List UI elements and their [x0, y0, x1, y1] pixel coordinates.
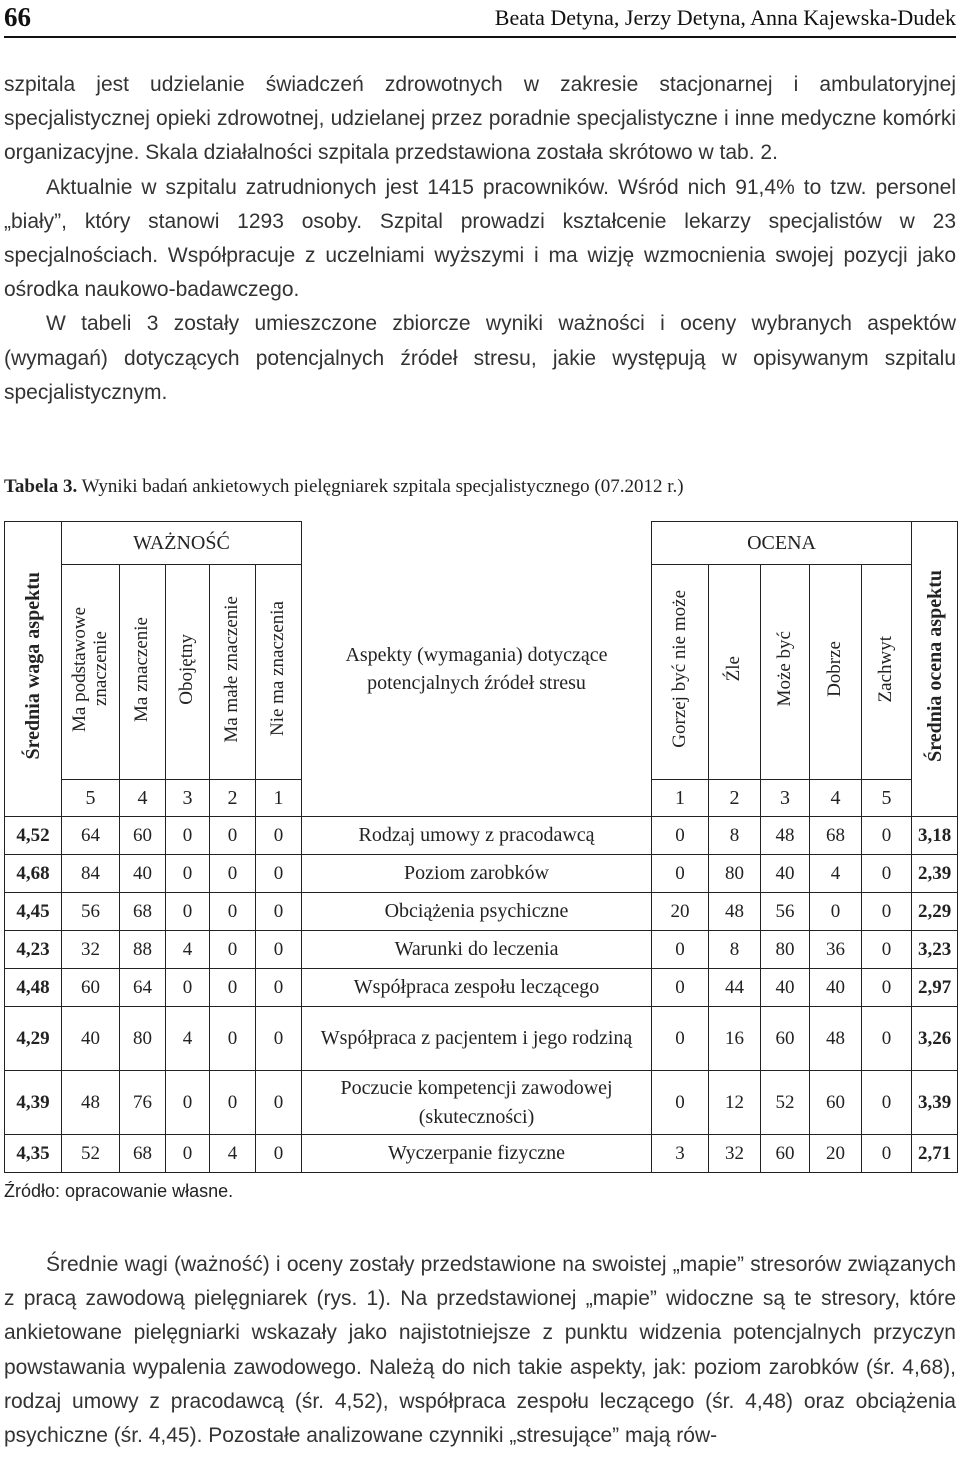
header-imp-4: Ma małe znaczenie: [210, 565, 256, 780]
rating-cell: 20: [652, 893, 709, 931]
scale-imp: 2: [210, 780, 256, 817]
scale-imp: 3: [166, 780, 210, 817]
rating-cell: 0: [652, 969, 709, 1007]
body-paragraph: Średnie wagi (ważność) i oceny zostały przedstawione na swoistej „mapie” stresorów związanych z pracą zawodową pielęgniarek (rys. 1). Na przedstawionej „mapie” widoczne są te stresory, które ankietowane pielęgniarki wskazały jako najistotniejsze z punktu widzenia potencjalnych przyczyn powstawania wypalenia zawodowego. Należą do nich takie aspekty, jak: poziom zarobków (śr. 4,68), rodzaj umowy z pracodawcą (śr. 4,52), współpraca zespołu leczącego (śr. 4,48) oraz obciążenia psychiczne (śr. 4,45). Pozostałe analizowane czynniki „stresujące” mają rów-: [4, 1253, 956, 1448]
rating-cell: 48: [810, 1007, 862, 1071]
importance-cell: 68: [120, 893, 166, 931]
mean-weight-cell: 4,29: [5, 1007, 62, 1071]
rating-cell: 52: [761, 1071, 810, 1135]
rating-cell: 40: [761, 855, 810, 893]
importance-cell: 88: [120, 931, 166, 969]
rating-cell: 0: [652, 855, 709, 893]
importance-cell: 32: [62, 931, 120, 969]
header-mean-rating: Średnia ocena aspektu: [912, 522, 958, 817]
importance-cell: 0: [210, 931, 256, 969]
rating-cell: 60: [761, 1007, 810, 1071]
rating-cell: 60: [761, 1135, 810, 1173]
importance-cell: 52: [62, 1135, 120, 1173]
table-label: Tabela 3.: [4, 476, 78, 497]
importance-cell: 0: [256, 1007, 302, 1071]
rating-cell: 36: [810, 931, 862, 969]
importance-cell: 48: [62, 1071, 120, 1135]
rating-cell: 12: [709, 1071, 761, 1135]
outro-text: [4, 1248, 956, 1453]
importance-cell: 40: [120, 855, 166, 893]
importance-cell: 4: [210, 1135, 256, 1173]
importance-cell: 0: [166, 1135, 210, 1173]
body-paragraph: Aktualnie w szpitalu zatrudnionych jest 1415 pracowników. Wśród nich 91,4% to tzw. personel „biały”, który stanowi 1293 osoby. Szpital prowadzi kształcenie lekarzy specjalistów w 23 specjalnościach. Współpracuje z uczelniami wyższymi i ma wizję wzmocnienia swojej pozycji jako ośrodka naukowo-badawczego.: [4, 175, 956, 302]
mean-rating-cell: 2,71: [912, 1135, 958, 1173]
importance-cell: 4: [166, 1007, 210, 1071]
rating-cell: 0: [862, 817, 912, 855]
table-source: Źródło: opracowanie własne.: [4, 1181, 234, 1201]
mean-weight-cell: 4,68: [5, 855, 62, 893]
importance-cell: 0: [210, 817, 256, 855]
mean-weight-cell: 4,45: [5, 893, 62, 931]
rating-cell: 56: [761, 893, 810, 931]
rating-cell: 0: [862, 1071, 912, 1135]
importance-cell: 60: [62, 969, 120, 1007]
scale-imp: 1: [256, 780, 302, 817]
table-caption: [4, 476, 956, 498]
rating-cell: 0: [652, 1007, 709, 1071]
mean-weight-cell: 4,23: [5, 931, 62, 969]
mean-weight-cell: 4,39: [5, 1071, 62, 1135]
table-row: [5, 893, 958, 931]
aspect-cell: Warunki do leczenia: [302, 931, 652, 969]
rating-cell: 20: [810, 1135, 862, 1173]
rating-cell: 0: [862, 931, 912, 969]
mean-rating-cell: 2,39: [912, 855, 958, 893]
rating-cell: 8: [709, 931, 761, 969]
aspect-cell: Poziom zarobków: [302, 855, 652, 893]
scale-imp: 5: [62, 780, 120, 817]
page-header: [4, 0, 956, 38]
rating-cell: 48: [709, 893, 761, 931]
mean-rating-cell: 3,39: [912, 1071, 958, 1135]
importance-cell: 80: [120, 1007, 166, 1071]
header-rat-2: Źle: [709, 565, 761, 780]
rating-cell: 60: [810, 1071, 862, 1135]
rating-cell: 0: [652, 931, 709, 969]
header-rat-4: Dobrze: [810, 565, 862, 780]
rating-cell: 80: [709, 855, 761, 893]
header-imp-1: Ma podstawowe znaczenie: [62, 565, 120, 780]
rating-cell: 80: [761, 931, 810, 969]
rating-cell: 16: [709, 1007, 761, 1071]
importance-cell: 0: [166, 1071, 210, 1135]
results-table: [4, 521, 958, 1173]
importance-cell: 0: [210, 969, 256, 1007]
table-group-header-row: [5, 522, 958, 565]
scale-imp: 4: [120, 780, 166, 817]
header-rat-1: Gorzej być nie może: [652, 565, 709, 780]
rating-cell: 0: [652, 817, 709, 855]
aspect-cell: Rodzaj umowy z pracodawcą: [302, 817, 652, 855]
scale-rat: 5: [862, 780, 912, 817]
body-paragraph: szpitala jest udzielanie świadczeń zdrowotnych w zakresie stacjonarnej i ambulatoryjnej specjalistycznej opieki zdrowotnej, udzielanej przez poradnie specjalistyczne i inne medyczne komórki organizacyjne. Skala działalności szpitala przedstawiona została skrótowo w tab. 2.: [4, 73, 956, 165]
importance-cell: 64: [120, 969, 166, 1007]
aspect-cell: Poczucie kompetencji zawodowej (skuteczności): [302, 1071, 652, 1135]
table-row: [5, 855, 958, 893]
table-row: [5, 817, 958, 855]
importance-cell: 4: [166, 931, 210, 969]
header-imp-5: Nie ma znaczenia: [256, 565, 302, 780]
mean-rating-cell: 3,23: [912, 931, 958, 969]
rating-cell: 0: [862, 1135, 912, 1173]
importance-cell: 56: [62, 893, 120, 931]
table-row: [5, 1007, 958, 1071]
importance-cell: 0: [256, 969, 302, 1007]
importance-cell: 0: [256, 1071, 302, 1135]
table-row: [5, 931, 958, 969]
header-waznosc: WAŻNOŚĆ: [62, 522, 302, 565]
intro-text: [4, 68, 956, 410]
importance-cell: 60: [120, 817, 166, 855]
importance-cell: 84: [62, 855, 120, 893]
scale-rat: 2: [709, 780, 761, 817]
importance-cell: 40: [62, 1007, 120, 1071]
table-row: [5, 1071, 958, 1135]
rating-cell: 0: [862, 1007, 912, 1071]
rating-cell: 3: [652, 1135, 709, 1173]
importance-cell: 0: [256, 817, 302, 855]
header-imp-2: Ma znaczenie: [120, 565, 166, 780]
mean-rating-cell: 3,26: [912, 1007, 958, 1071]
rating-cell: 0: [810, 893, 862, 931]
aspect-cell: Współpraca zespołu leczącego: [302, 969, 652, 1007]
running-head-authors: Beata Detyna, Jerzy Detyna, Anna Kajewska-Dudek: [494, 5, 956, 30]
importance-cell: 0: [210, 1071, 256, 1135]
importance-cell: 64: [62, 817, 120, 855]
importance-cell: 0: [166, 893, 210, 931]
table-title: Wyniki badań ankietowych pielęgniarek szpitala specjalistycznego (07.2012 r.): [81, 476, 684, 497]
importance-cell: 0: [166, 969, 210, 1007]
rating-cell: 44: [709, 969, 761, 1007]
importance-cell: 0: [210, 855, 256, 893]
rating-cell: 0: [862, 855, 912, 893]
table-row: [5, 969, 958, 1007]
importance-cell: 76: [120, 1071, 166, 1135]
scale-rat: 3: [761, 780, 810, 817]
importance-cell: 0: [256, 1135, 302, 1173]
mean-weight-cell: 4,48: [5, 969, 62, 1007]
mean-rating-cell: 2,29: [912, 893, 958, 931]
header-rat-3: Może być: [761, 565, 810, 780]
mean-rating-cell: 2,97: [912, 969, 958, 1007]
rating-cell: 0: [652, 1071, 709, 1135]
table-row: [5, 1135, 958, 1173]
header-rat-5: Zachwyt: [862, 565, 912, 780]
mean-weight-cell: 4,35: [5, 1135, 62, 1173]
header-imp-3: Obojętny: [166, 565, 210, 780]
rating-cell: 40: [810, 969, 862, 1007]
importance-cell: 0: [166, 855, 210, 893]
header-mean-weight: Średnia waga aspektu: [5, 522, 62, 817]
importance-cell: 0: [256, 855, 302, 893]
header-aspects: Aspekty (wymagania) dotyczące potencjalnych źródeł stresu: [302, 522, 652, 817]
scale-rat: 4: [810, 780, 862, 817]
rating-cell: 4: [810, 855, 862, 893]
importance-cell: 0: [256, 931, 302, 969]
aspect-cell: Wyczerpanie fizyczne: [302, 1135, 652, 1173]
rating-cell: 40: [761, 969, 810, 1007]
page-number: 66: [4, 2, 31, 32]
rating-cell: 48: [761, 817, 810, 855]
rating-cell: 8: [709, 817, 761, 855]
importance-cell: 0: [256, 893, 302, 931]
rating-cell: 68: [810, 817, 862, 855]
importance-cell: 68: [120, 1135, 166, 1173]
importance-cell: 0: [210, 1007, 256, 1071]
header-ocena: OCENA: [652, 522, 912, 565]
aspect-cell: Obciążenia psychiczne: [302, 893, 652, 931]
rating-cell: 0: [862, 893, 912, 931]
scale-rat: 1: [652, 780, 709, 817]
importance-cell: 0: [166, 817, 210, 855]
aspect-cell: Współpraca z pacjentem i jego rodziną: [302, 1007, 652, 1071]
body-paragraph: W tabeli 3 zostały umieszczone zbiorcze wyniki ważności i oceny wybranych aspektów (wymagań) dotyczących potencjalnych źródeł stresu, jakie występują w opisywanym szpitalu specjalistycznym.: [4, 312, 956, 404]
rating-cell: 0: [862, 969, 912, 1007]
mean-weight-cell: 4,52: [5, 817, 62, 855]
rating-cell: 32: [709, 1135, 761, 1173]
mean-rating-cell: 3,18: [912, 817, 958, 855]
importance-cell: 0: [210, 893, 256, 931]
